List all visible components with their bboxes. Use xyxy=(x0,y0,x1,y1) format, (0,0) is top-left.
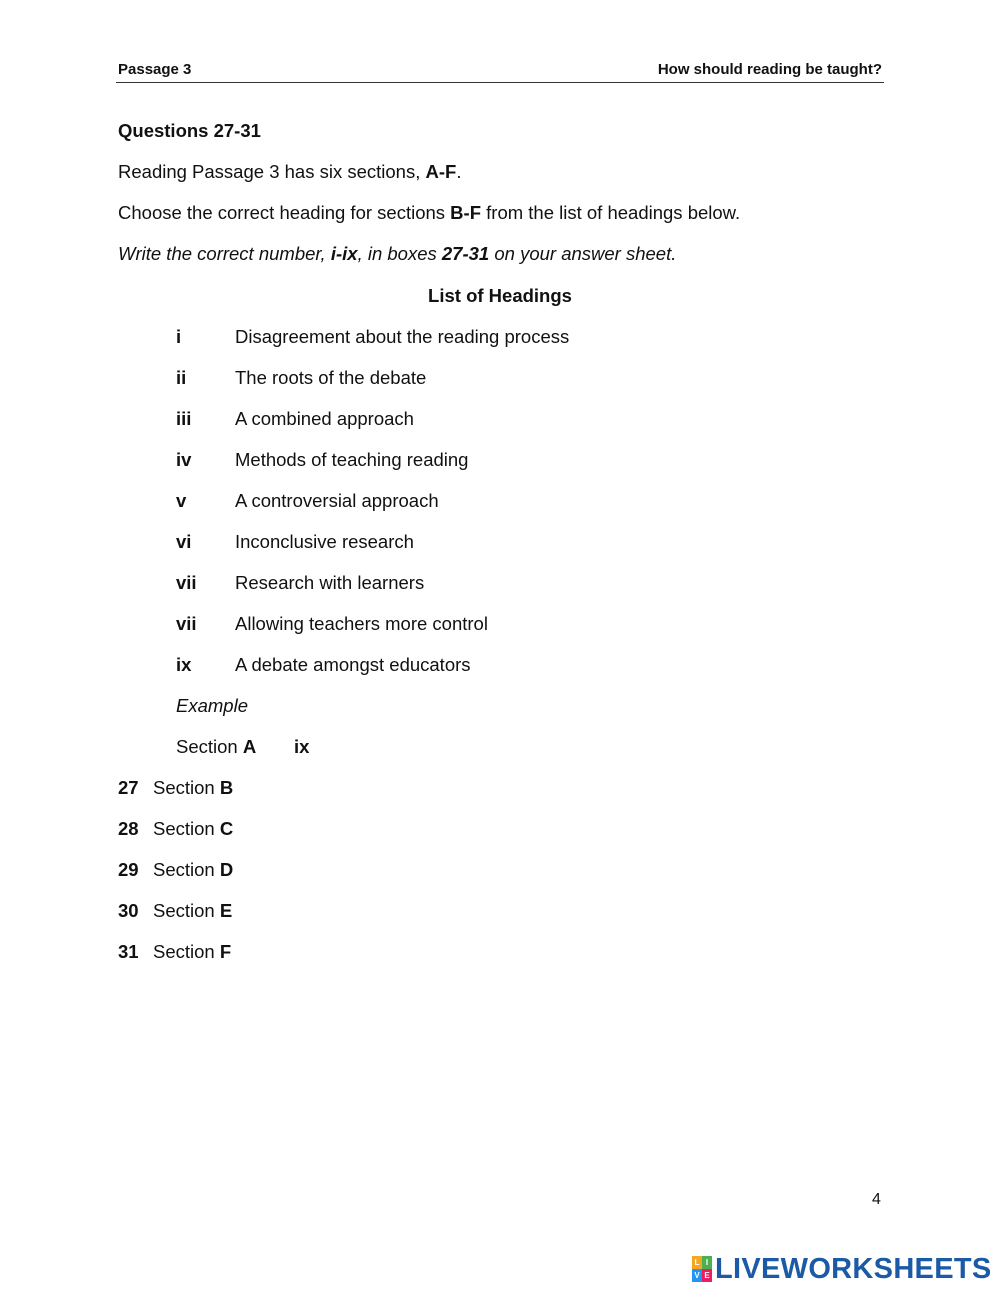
passage-title: How should reading be taught? xyxy=(657,61,882,78)
example-section-letter: A xyxy=(242,736,257,757)
section-word: Section xyxy=(153,818,220,839)
logo-text: LIVEWORKSHEETS xyxy=(715,1253,992,1285)
heading-number: ix xyxy=(176,654,192,675)
section-letter: D xyxy=(219,859,234,880)
instruction-sections xyxy=(118,160,461,184)
heading-number: iv xyxy=(176,449,192,470)
heading-number: iii xyxy=(176,408,192,429)
question-section xyxy=(153,817,233,841)
section-word: Section xyxy=(153,777,220,798)
passage-label: Passage 3 xyxy=(118,61,192,78)
question-section xyxy=(153,940,231,964)
heading-number: i xyxy=(176,326,182,347)
example-section-word: Section xyxy=(176,736,243,757)
instruction-text: Choose the correct heading for sections xyxy=(118,202,451,223)
list-of-headings-title: List of Headings xyxy=(428,285,572,306)
heading-number: vii xyxy=(176,572,197,593)
question-section xyxy=(153,776,233,800)
instruction-text: , in boxes xyxy=(357,243,442,264)
heading-text: A controversial approach xyxy=(235,490,439,511)
heading-text: Methods of teaching reading xyxy=(235,449,469,470)
heading-text: Inconclusive research xyxy=(235,531,414,552)
heading-number: ii xyxy=(176,367,187,388)
instruction-text: Write the correct number, xyxy=(118,243,331,264)
example-section xyxy=(176,735,256,759)
instruction-bold: i-ix xyxy=(330,243,358,264)
section-letter: F xyxy=(219,941,232,962)
heading-text: Research with learners xyxy=(235,572,425,593)
instruction-text: Reading Passage 3 has six sections, xyxy=(118,161,426,182)
instruction-text: . xyxy=(456,161,462,182)
page-number: 4 xyxy=(872,1191,881,1208)
heading-number: vi xyxy=(176,531,192,552)
section-letter: C xyxy=(219,818,234,839)
section-letter: B xyxy=(219,777,234,798)
heading-text: Disagreement about the reading process xyxy=(235,326,570,347)
page-header xyxy=(116,60,884,83)
section-letter: E xyxy=(219,900,233,921)
instruction-bold: 27-31 xyxy=(441,243,490,264)
section-word: Section xyxy=(153,859,220,880)
instruction-text: from the list of headings below. xyxy=(481,202,741,223)
question-number: 30 xyxy=(118,900,139,921)
question-number: 27 xyxy=(118,777,139,798)
question-section xyxy=(153,899,232,923)
heading-number: vii xyxy=(176,613,197,634)
instruction-text: on your answer sheet. xyxy=(489,243,677,264)
logo-mark-letter: E xyxy=(702,1269,712,1282)
question-number: 29 xyxy=(118,859,139,880)
logo-mark-icon xyxy=(692,1256,712,1282)
question-section xyxy=(153,858,233,882)
logo-mark-letter: L xyxy=(692,1256,702,1269)
questions-title: Questions 27-31 xyxy=(118,120,261,141)
logo-mark-letter: I xyxy=(702,1256,712,1269)
heading-number: v xyxy=(176,490,187,511)
section-word: Section xyxy=(153,900,220,921)
instruction-write xyxy=(118,242,676,266)
question-number: 31 xyxy=(118,941,139,962)
heading-text: A combined approach xyxy=(235,408,414,429)
instruction-bold: B-F xyxy=(450,202,481,223)
section-word: Section xyxy=(153,941,220,962)
liveworksheets-logo[interactable] xyxy=(692,1252,992,1286)
question-number: 28 xyxy=(118,818,139,839)
heading-text: Allowing teachers more control xyxy=(235,613,488,634)
instruction-choose xyxy=(118,201,740,225)
example-answer: ix xyxy=(294,736,310,757)
heading-text: The roots of the debate xyxy=(235,367,427,388)
example-label: Example xyxy=(176,695,248,716)
instruction-bold: A-F xyxy=(425,161,457,182)
logo-mark-letter: V xyxy=(692,1269,702,1282)
heading-text: A debate amongst educators xyxy=(235,654,471,675)
